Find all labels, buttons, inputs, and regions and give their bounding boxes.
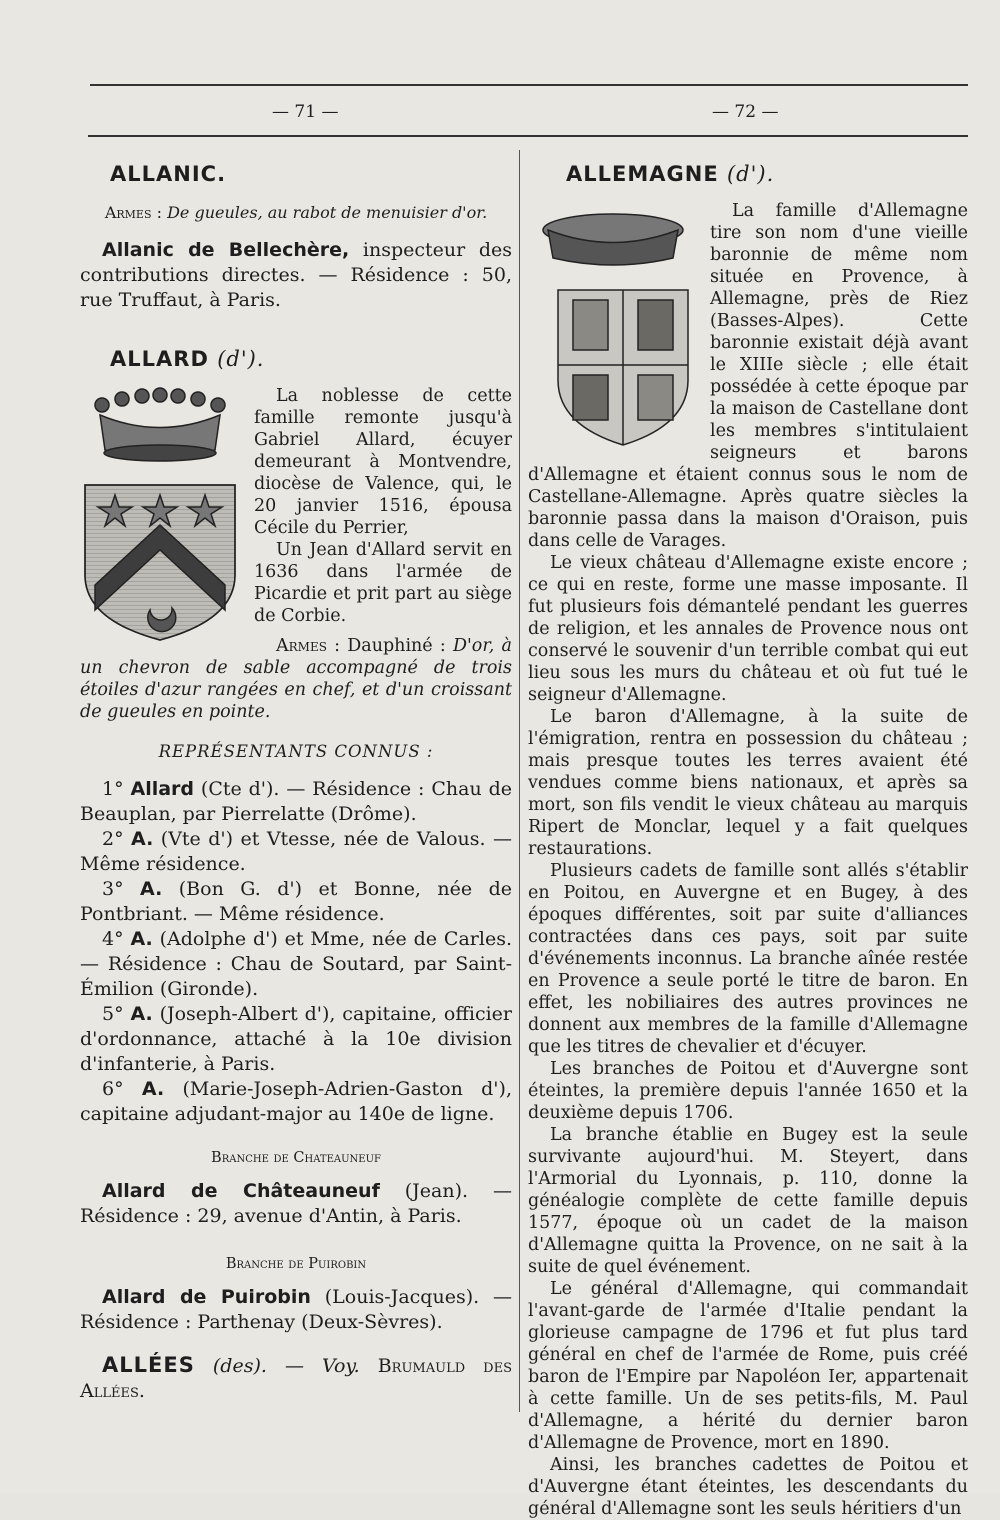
entry-number: 1° bbox=[102, 778, 131, 800]
representant-entry bbox=[80, 1077, 512, 1127]
representants-heading: REPRÉSENTANTS CONNUS : bbox=[158, 742, 434, 761]
entry-name: A. bbox=[131, 828, 154, 850]
branche-puirobin-entry bbox=[80, 1285, 512, 1335]
branche-chateauneuf-name: Allard de Châteauneuf bbox=[102, 1180, 380, 1202]
entry-text: (Marie-Joseph-Adrien-Gaston d'), capitaine adjudant-major au 140e de ligne. bbox=[80, 1078, 512, 1125]
branche-chateauneuf-text: (Jean). — Résidence : 29, avenue d'Antin, à Paris. bbox=[80, 1180, 512, 1227]
allees-entry bbox=[80, 1353, 512, 1404]
entry-name: A. bbox=[140, 878, 163, 900]
allees-ref: Brumauld des Allées. bbox=[80, 1355, 512, 1402]
entry-number: 4° bbox=[102, 928, 131, 950]
representant-entry bbox=[80, 877, 512, 927]
allemagne-heading bbox=[566, 162, 968, 186]
allemagne-title: ALLEMAGNE bbox=[566, 162, 719, 186]
entry-name: Allard bbox=[130, 778, 195, 800]
right-page-number: — 72 — bbox=[712, 102, 779, 122]
representant-entry bbox=[80, 1002, 512, 1077]
allard-block bbox=[80, 385, 512, 723]
branche-puirobin-name: Allard de Puirobin bbox=[102, 1286, 311, 1308]
allard-p1: La noblesse de cette famille remonte jusqu'à Gabriel Allard, écuyer demeurant à Montvendre, diocèse de Valence, qui, le 20 janvier 1516, épousa Cécile du Perrier, bbox=[254, 386, 512, 538]
coat-of-arms-icon bbox=[80, 385, 240, 645]
allemagne-paragraph: Ainsi, les branches cadettes de Poitou et d'Auvergne étant éteintes, les descendants du général d'Allemagne sont les seuls héritiers d'un bbox=[528, 1455, 968, 1519]
allemagne-paragraph: La branche établie en Bugey est la seule survivante aujourd'hui. M. Steyert, dans l'Armorial du Lyonnais, p. 110, donne la généalogie complète de cette famille depuis 1577, époque où un cadet de la maison d'Allemagne quitta la Provence, on ne sait à la suite de quel événement. bbox=[528, 1125, 968, 1277]
representant-entry bbox=[80, 827, 512, 877]
allees-title-suffix: (des). bbox=[212, 1355, 267, 1377]
armes-region: Dauphiné : bbox=[347, 636, 446, 656]
allard-title: ALLARD bbox=[110, 347, 209, 371]
allard-title-suffix: (d'). bbox=[217, 347, 265, 371]
column-separator bbox=[519, 150, 520, 1412]
entry-name: A. bbox=[130, 1003, 153, 1025]
allees-title: ALLÉES bbox=[102, 1353, 195, 1377]
allanic-name: Allanic de Bellechère, bbox=[102, 239, 350, 261]
armes-label: Armes : bbox=[104, 203, 162, 222]
allemagne-paragraph: Le général d'Allemagne, qui commandait l'avant-garde de l'armée d'Italie pendant la glorieuse campagne de 1796 et fut plus tard général en chef de l'armée de Rome, puis créé baron de l'Empire par Napoléon Ier, appartenait à cette famille. Un de ses petits-fils, M. Paul d'Allemagne, a hérité du dernier baron d'Allemagne de Provence, mort en 1890. bbox=[528, 1279, 968, 1453]
entry-number: 6° bbox=[102, 1078, 142, 1100]
armes-text: D'or, à un chevron de sable accompagné de trois étoiles d'azur rangées en chef, et d'un croissant de gueules en pointe. bbox=[80, 636, 512, 722]
allees-voy: — Voy. bbox=[266, 1355, 378, 1377]
allemagne-paragraph: Le vieux château d'Allemagne existe encore ; ce qui en reste, forme une masse imposante. Il fut plusieurs fois démantelé pendant les guerres de religion, et les annales de Provence nous ont conservé le souvenir d'un terrible combat qui eut lieu sous les murs du château et où fut tué le seigneur d'Allemagne. bbox=[528, 553, 968, 705]
branche-chateauneuf-heading: Branche de Chateauneuf bbox=[211, 1150, 381, 1166]
entry-number: 3° bbox=[102, 878, 141, 900]
top-rule bbox=[90, 84, 968, 86]
entry-number: 5° bbox=[102, 1003, 131, 1025]
header-rule bbox=[88, 135, 968, 137]
entry-text: (Joseph-Albert d'), capitaine, officier d'ordonnance, attaché à la 10e division d'infanterie, à Paris. bbox=[80, 1003, 512, 1075]
entry-number: 2° bbox=[102, 828, 132, 850]
entry-name: A. bbox=[130, 928, 153, 950]
branche-chateauneuf-entry bbox=[80, 1179, 512, 1229]
entry-text: (Cte d'). — Résidence : Chau de Beauplan, par Pierrelatte (Drôme). bbox=[80, 778, 512, 825]
left-page-number: — 71 — bbox=[272, 102, 339, 122]
branche-puirobin-heading: Branche de Puirobin bbox=[225, 1256, 367, 1272]
coat-of-arms-icon bbox=[528, 200, 698, 450]
armes-text: De gueules, au rabot de menuisier d'or. bbox=[167, 203, 488, 222]
allanic-armes bbox=[80, 202, 512, 224]
left-column bbox=[80, 150, 512, 1404]
allanic-heading: ALLANIC. bbox=[110, 162, 227, 186]
entry-text: (Bon G. d') et Bonne, née de Pontbriant. — Même résidence. bbox=[80, 878, 512, 925]
representants-list bbox=[80, 777, 512, 1127]
branche-puirobin-text: (Louis-Jacques). — Résidence : Parthenay (Deux-Sèvres). bbox=[80, 1286, 513, 1333]
allanic-entry bbox=[80, 238, 512, 313]
right-column bbox=[528, 150, 968, 1520]
allard-p2: Un Jean d'Allard servit en 1636 dans l'armée de Picardie et prit part au siège de Corbie. bbox=[254, 540, 512, 626]
representant-entry bbox=[80, 927, 512, 1002]
allemagne-paragraph: Le baron d'Allemagne, à la suite de l'émigration, rentra en possession du château ; mais presque toutes les terres avaient été vendues comme biens nationaux, et après sa mort, son fils vendit le vieux château au marquis Ripert de Monclar, lequel y a fait quelques restaurations. bbox=[528, 707, 968, 859]
representant-entry bbox=[80, 777, 512, 827]
entry-text: (Adolphe d') et Mme, née de Carles. — Résidence : Chau de Soutard, par Saint-Émilion (Gironde). bbox=[80, 928, 512, 1000]
allanic-text: inspecteur des contributions directes. — Résidence : 50, rue Truffaut, à Paris. bbox=[80, 239, 512, 311]
entry-text: (Vte d') et Vtesse, née de Valous. — Même résidence. bbox=[80, 828, 512, 875]
allemagne-paragraph: Plusieurs cadets de famille sont allés s'établir en Poitou, en Auvergne et en Bugey, à des époques différentes, soit par suite d'alliances contractées dans ces pays, soit par suite d'événements inconnus. La branche aînée restée en Provence a seule porté le titre de baron. En effet, les nobiliaires des autres provinces ne donnent aux membres de la famille d'Allemagne que les titres de chevalier et d'écuyer. bbox=[528, 861, 968, 1057]
armes-label: Armes : bbox=[276, 636, 341, 656]
allard-heading bbox=[110, 347, 512, 371]
entry-name: A. bbox=[141, 1078, 165, 1100]
allemagne-title-suffix: (d'). bbox=[726, 162, 775, 186]
allard-armes bbox=[80, 635, 512, 723]
allemagne-paragraph: Les branches de Poitou et d'Auvergne sont éteintes, la première depuis l'année 1650 et la deuxième depuis 1706. bbox=[528, 1059, 968, 1123]
allemagne-paragraph: La famille d'Allemagne tire son nom d'une vieille baronnie de même nom située en Provence, à Allemagne, près de Riez (Basses-Alpes). Cette baronnie existait déjà avant le XIIIe siècle ; elle était possédée à cette époque par la maison de Castellane dont les membres s'intitulaient seigneurs et barons d'Allemagne et étaient connus sous le nom de Castellane-Allemagne. Après quatre siècles la baronnie passa dans la maison d'Oraison, puis dans celle de Varages. bbox=[528, 201, 968, 551]
